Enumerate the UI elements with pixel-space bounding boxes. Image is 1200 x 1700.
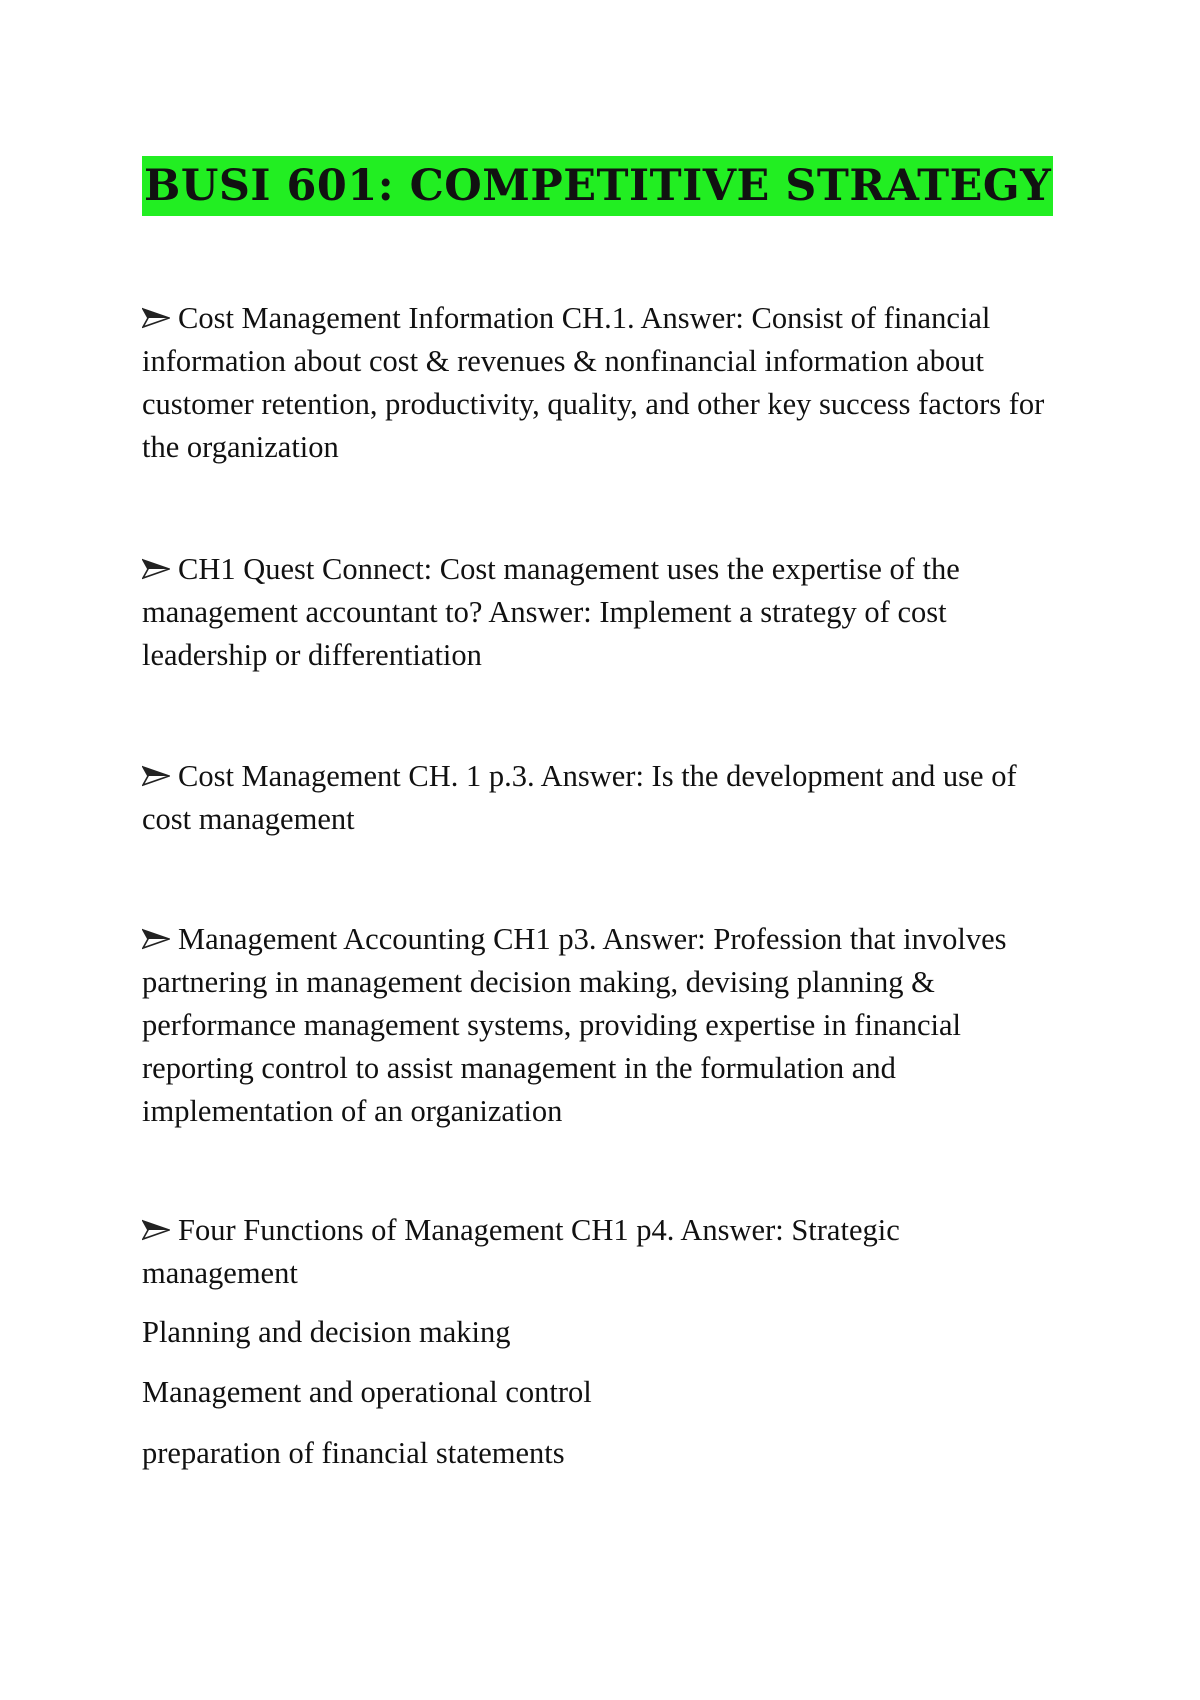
answer-continuation-line: Planning and decision making (142, 1315, 511, 1349)
qa-entry-text: Management Accounting CH1 p3. Answer: Profession that involves partnering in management decision making, devising planning & performance management systems, providing expertise in financial reporting control to assist management in the formulation and implementation of an organization (142, 922, 1007, 1128)
qa-entry (142, 548, 1062, 677)
qa-entry-text: Cost Management CH. 1 p.3. Answer: Is the development and use of cost management (142, 759, 1017, 836)
document-title: BUSI 601: COMPETITIVE STRATEGY (142, 156, 1053, 216)
qa-entry-text: CH1 Quest Connect: Cost management uses the expertise of the management accountant to? Answer: Implement a strategy of cost leadership or differentiation (142, 552, 960, 672)
qa-entry-text: Four Functions of Management CH1 p4. Answer: Strategic management (142, 1213, 900, 1290)
qa-entry (142, 755, 1062, 841)
qa-entry (142, 918, 1062, 1133)
qa-entry (142, 1209, 1062, 1295)
arrowhead-bullet-icon (142, 765, 170, 787)
qa-entry (142, 297, 1062, 469)
answer-continuation-line: preparation of financial statements (142, 1436, 565, 1470)
arrowhead-bullet-icon (142, 928, 170, 950)
arrowhead-bullet-icon (142, 558, 170, 580)
arrowhead-bullet-icon (142, 1219, 170, 1241)
answer-continuation-line: Management and operational control (142, 1375, 592, 1409)
qa-entry-text: Cost Management Information CH.1. Answer: Consist of financial information about cost & revenues & nonfinancial information about customer retention, productivity, quality, and other key success factors for the organization (142, 301, 1045, 464)
arrowhead-bullet-icon (142, 307, 170, 329)
